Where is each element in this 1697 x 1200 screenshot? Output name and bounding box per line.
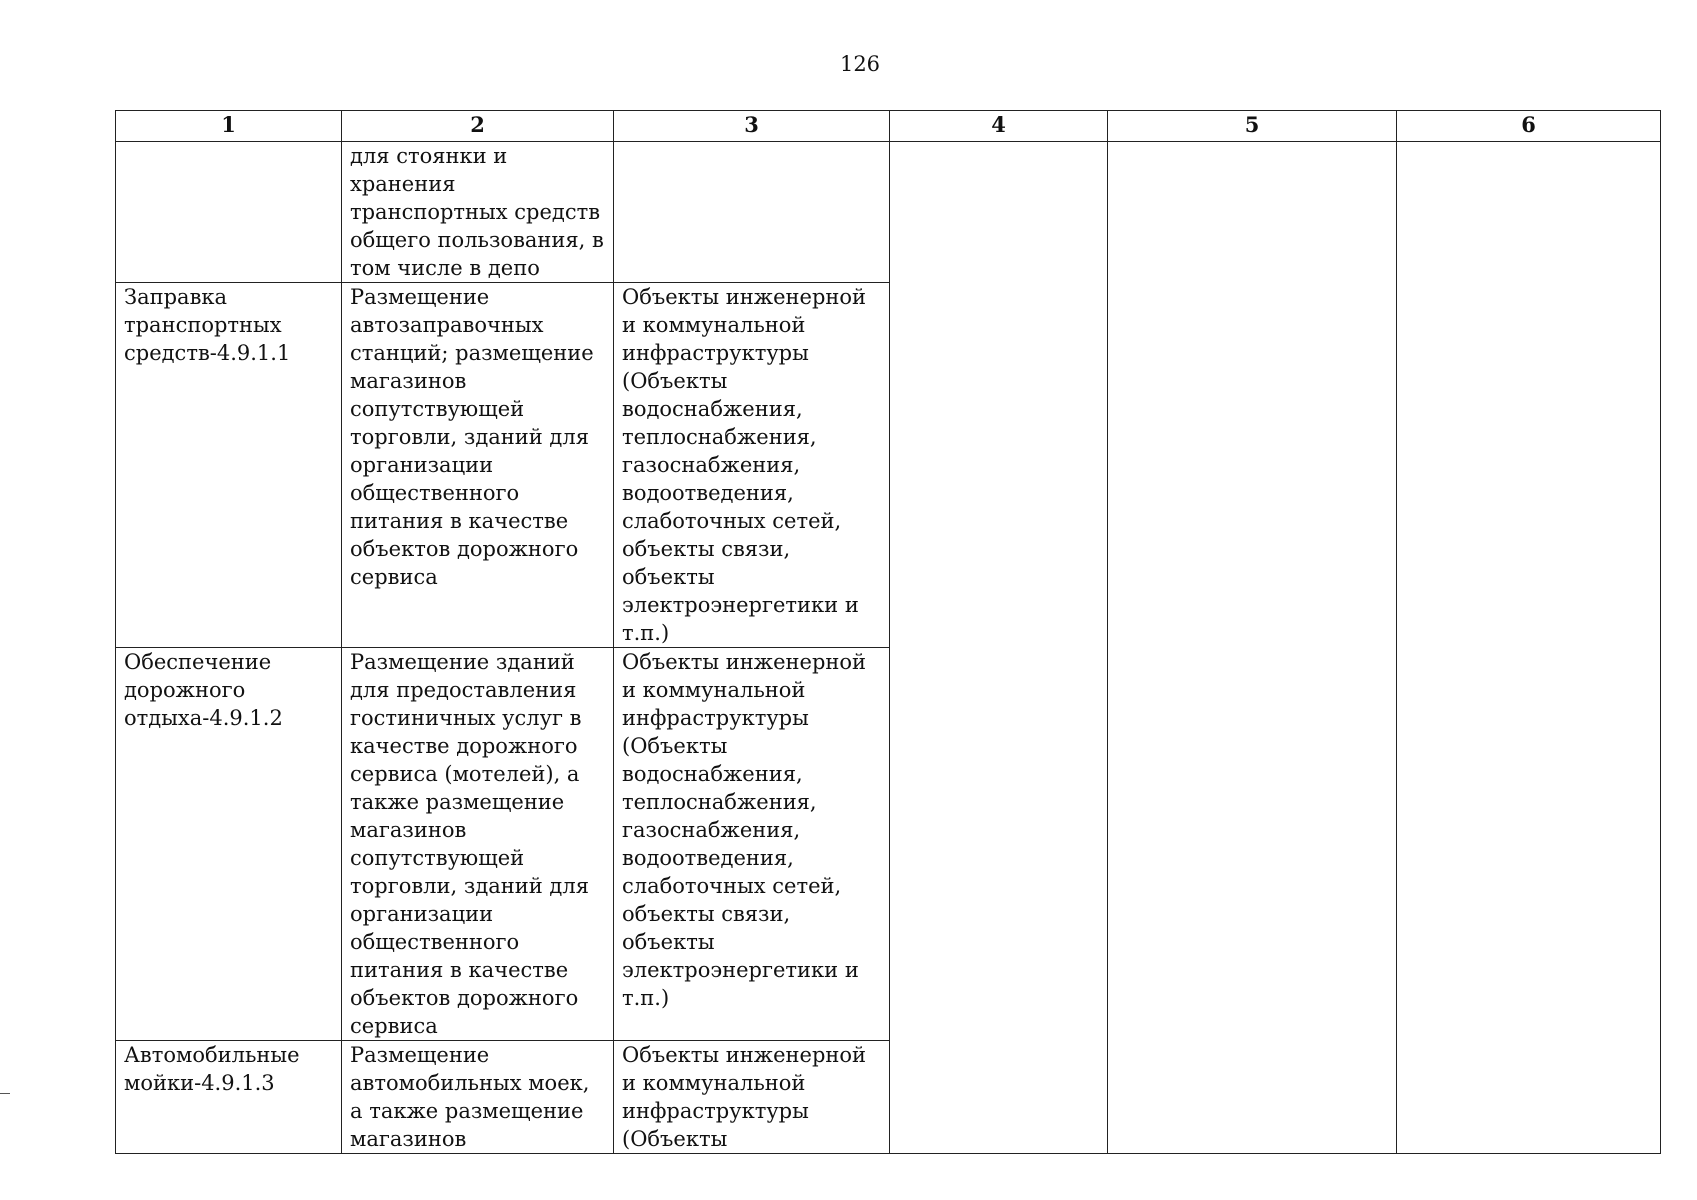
- cell-col-5-empty: [1108, 142, 1397, 1154]
- cell-col-6-empty: [1397, 142, 1661, 1154]
- margin-mark: [0, 1093, 10, 1094]
- cell-use-type: Заправка транспортных средств-4.9.1.1: [116, 283, 342, 648]
- header-col-5: 5: [1108, 111, 1397, 142]
- cell-description: Размещение зданий для предоставления гостиничных услуг в качестве дорожного сервиса (мотелей), а также размещение магазинов сопутствующей торговли, зданий для организации общественного питания в качестве объектов дорожного сервиса: [342, 648, 614, 1041]
- cell-auxiliary: Объекты инженерной и коммунальной инфраструктуры (Объекты водоснабжения, теплоснабжения, газоснабжения, водоотведения, слаботочных сетей, объекты связи, объекты электроэнергетики и т.п.): [614, 283, 890, 648]
- cell-col-4-empty: [890, 142, 1108, 1154]
- cell-use-type: Автомобильные мойки-4.9.1.3: [116, 1041, 342, 1154]
- cell-description: Размещение автозаправочных станций; размещение магазинов сопутствующей торговли, зданий для организации общественного питания в качестве объектов дорожного сервиса: [342, 283, 614, 648]
- cell-use-type: Обеспечение дорожного отдыха-4.9.1.2: [116, 648, 342, 1041]
- header-col-3: 3: [614, 111, 890, 142]
- table-header-row: [116, 111, 1661, 142]
- table-row: [116, 142, 1661, 283]
- header-col-2: 2: [342, 111, 614, 142]
- header-col-4: 4: [890, 111, 1108, 142]
- cell-description: для стоянки и хранения транспортных средств общего пользования, в том числе в депо: [342, 142, 614, 283]
- page-number: 126: [839, 52, 881, 76]
- cell-description: Размещение автомобильных моек, а также размещение магазинов: [342, 1041, 614, 1154]
- land-use-table: [115, 110, 1661, 1154]
- cell-use-type: [116, 142, 342, 283]
- cell-auxiliary: [614, 142, 890, 283]
- header-col-1: 1: [116, 111, 342, 142]
- cell-auxiliary: Объекты инженерной и коммунальной инфраструктуры (Объекты водоснабжения, теплоснабжения, газоснабжения, водоотведения, слаботочных сетей, объекты связи, объекты электроэнергетики и т.п.): [614, 648, 890, 1041]
- cell-auxiliary: Объекты инженерной и коммунальной инфраструктуры (Объекты: [614, 1041, 890, 1154]
- header-col-6: 6: [1397, 111, 1661, 142]
